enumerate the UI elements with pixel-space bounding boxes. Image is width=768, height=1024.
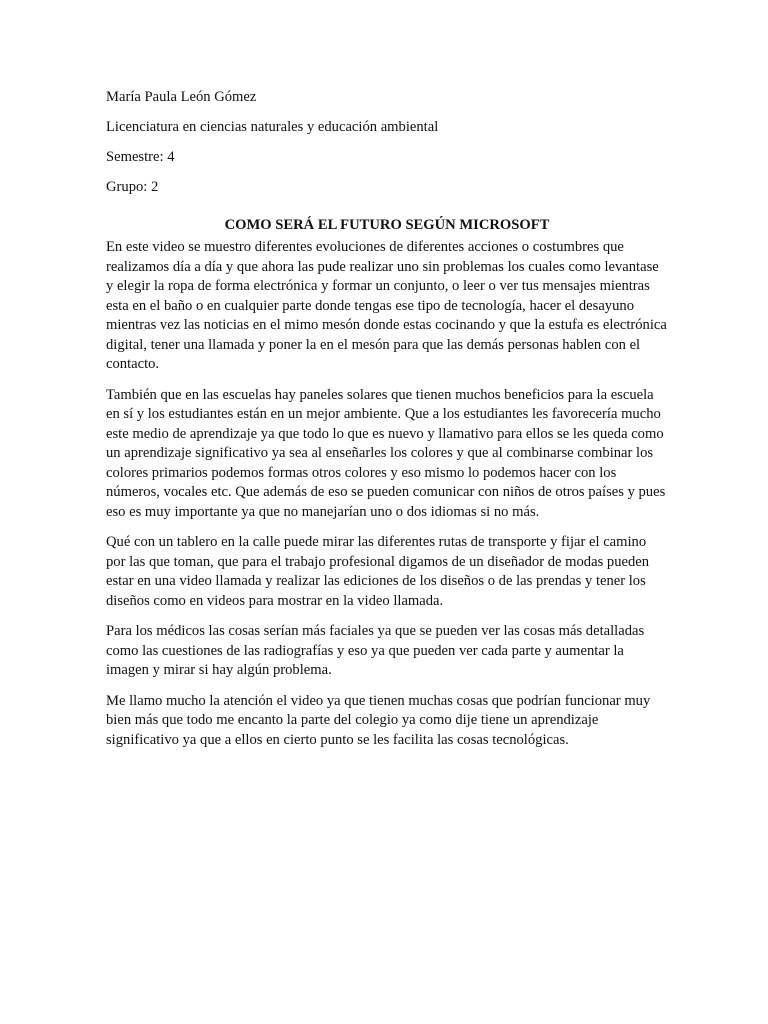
paragraph-5: Me llamo mucho la atención el video ya que tienen muchas cosas que podrían funcionar muy bien más que todo me encanto la parte del colegio ya como dije tiene un aprendizaje significativo ya que a ellos en cierto punto se les facilita las cosas tecnológicas. bbox=[106, 692, 651, 748]
document-title: COMO SERÁ EL FUTURO SEGÚN MICROSOFT bbox=[224, 216, 550, 233]
paragraph-1: En este video se muestro diferentes evoluciones de diferentes acciones o costumbres que realizamos día a día y que ahora las pude realizar uno sin problemas los cuales como levantase y elegir la ropa de forma electrónica y formar un conjunto, o leer o ver tus mensajes mientras esta en el baño o en cualquier parte donde tengas ese tipo de tecnología, hacer el desayuno mientras vez las noticias en el mimo mesón donde estas cocinando y que la estufa es electrónica digital, tener una llamada y poner la en el mesón para que las demás personas hablen con el contacto. bbox=[106, 239, 667, 372]
paragraph-2: También que en las escuelas hay paneles solares que tienen muchos beneficios para la escuela en sí y los estudiantes están en un mejor ambiente. Que a los estudiantes les favorecería mucho este medio de aprendizaje ya que todo lo que es nuevo y llamativo para ellos se les queda como un aprendizaje significativo ya sea al enseñarles los colores y que al combinarse combinar los colores primarios podemos formas otros colores y eso mismo lo podemos hacer con los números, vocales etc. Que además de eso se pueden comunicar con niños de otros países y pues eso es muy importante ya que no manejarían uno o dos idiomas si no más. bbox=[106, 386, 666, 520]
author-name: María Paula León Gómez bbox=[106, 89, 257, 105]
program-name: Licenciatura en ciencias naturales y educación ambiental bbox=[106, 119, 439, 135]
group-line: Grupo: 2 bbox=[106, 179, 159, 195]
document-page bbox=[106, 88, 668, 761]
paragraph-3: Qué con un tablero en la calle puede mirar las diferentes rutas de transporte y fijar el camino por las que toman, que para el trabajo profesional digamos de un diseñador de modas pueden estar en una video llamada y realizar las ediciones de los diseños o de las prendas y tener los diseños como en videos para mostrar en la video llamada. bbox=[106, 534, 650, 609]
semester-line: Semestre: 4 bbox=[106, 149, 175, 165]
paragraph-4: Para los médicos las cosas serían más faciales ya que se pueden ver las cosas más detalladas como las cuestiones de las radiografías y eso ya que pueden ver cada parte y aumentar la imagen y mirar si hay algún problema. bbox=[106, 623, 645, 678]
